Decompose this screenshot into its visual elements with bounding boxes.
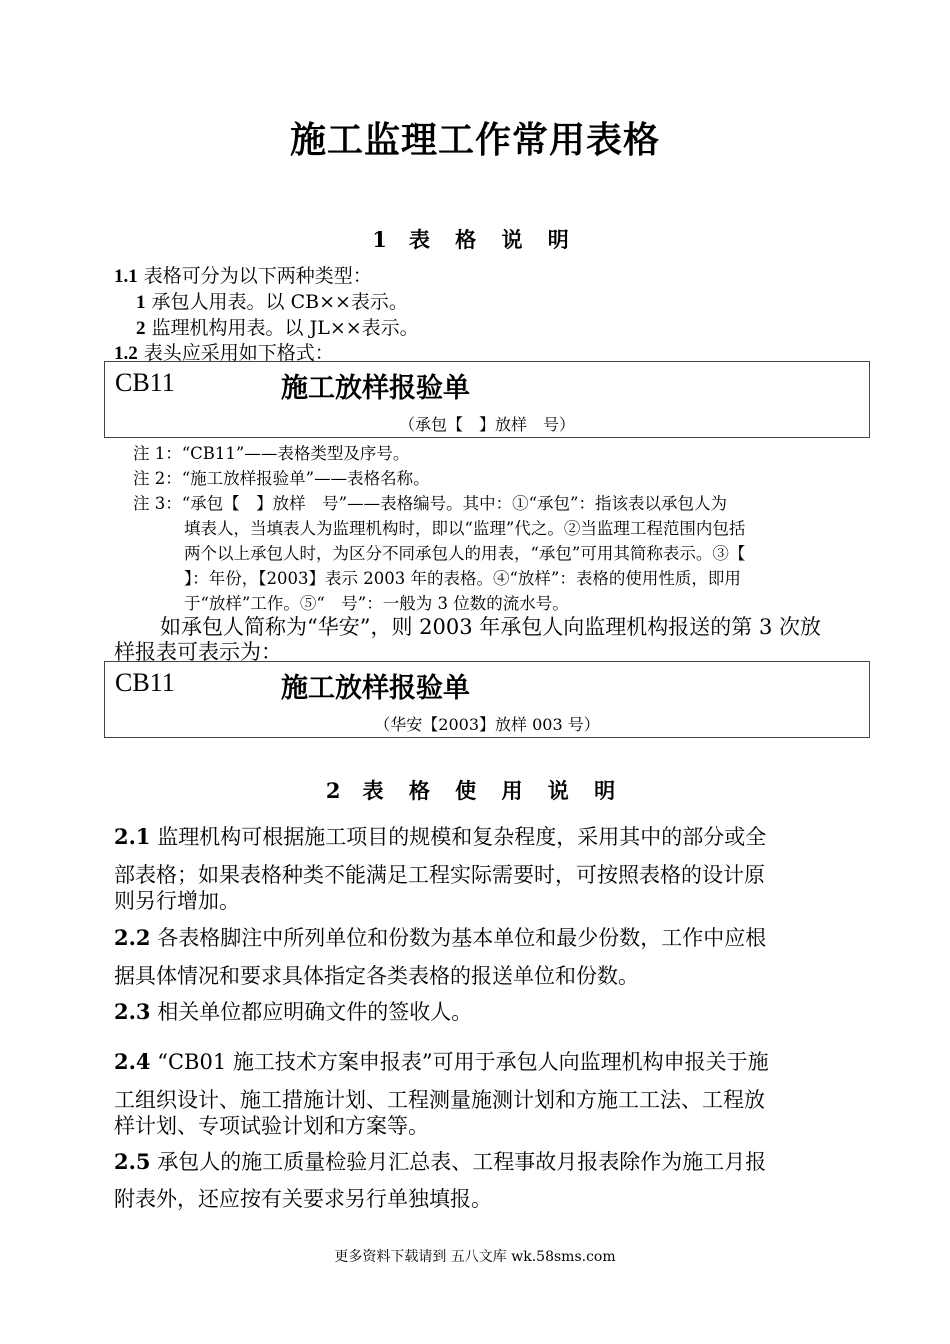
clause-2-4-text: “CB01 施工技术方案申报表”可用于承包人向监理机构申报关于施	[157, 1050, 769, 1074]
clause-2-5-text: 承包人的施工质量检验月汇总表、工程事故月报表除作为施工月报	[157, 1150, 767, 1174]
clause-1-1-number: 1.1	[114, 266, 138, 287]
form-name: 施工放样报验单	[281, 373, 470, 404]
example-text-line-2: 样报表可表示为：	[114, 640, 282, 664]
note-3-line-5: 于“放样”工作。⑤“ 号”：一般为 3 位数的流水号。	[184, 594, 569, 613]
note-3-line-2: 填表人，当填表人为监理机构时，即以“监理”代之。②当监理工程范围内包括	[184, 519, 746, 538]
form-number: （华安【2003】放样 003 号）	[374, 715, 600, 734]
clause-1-1-text: 表格可分为以下两种类型：	[143, 265, 372, 287]
clause-2-4-number: 2.4	[114, 1049, 151, 1074]
section-1-heading	[0, 224, 950, 254]
clause-2-4-line-2: 工组织设计、施工措施计划、工程测量施测计划和方施工工法、工程放	[114, 1088, 765, 1112]
type-item-1-text: 承包人用表。以 CB××表示。	[151, 291, 408, 313]
clause-2-5-line-1	[114, 1146, 859, 1176]
clause-2-3-line-1	[114, 996, 859, 1026]
note-3-line-4: 】：年份，【2003】表示 2003 年的表格。④“放样”：表格的使用性质，即用	[184, 569, 741, 588]
form-name: 施工放样报验单	[281, 673, 470, 704]
section-1-number: 1	[372, 227, 387, 252]
clause-2-1-line-3: 则另行增加。	[114, 889, 240, 913]
section-1-title: 表 格 说 明	[408, 227, 578, 252]
form-number: （承包【 】放样 号）	[398, 415, 575, 434]
section-2-heading	[0, 775, 950, 805]
form-code: CB11	[115, 368, 175, 397]
section-2-title: 表 格 使 用 说 明	[362, 778, 625, 803]
clause-1-1	[114, 261, 372, 288]
clause-2-5-line-2: 附表外，还应按有关要求另行单独填报。	[114, 1187, 492, 1211]
document-title: 施工监理工作常用表格	[289, 119, 660, 161]
example-text-line-1: 如承包人简称为“华安”，则 2003 年承包人向监理机构报送的第 3 次放	[160, 615, 821, 639]
type-item-2-number: 2	[136, 318, 146, 339]
type-item-2-text: 监理机构用表。以 JL××表示。	[151, 317, 419, 339]
clause-2-2-number: 2.2	[114, 925, 151, 950]
clause-2-1-number: 2.1	[114, 824, 151, 849]
clause-2-2-line-2: 据具体情况和要求具体指定各类表格的报送单位和份数。	[114, 964, 639, 988]
clause-2-5-number: 2.5	[114, 1149, 151, 1174]
clause-2-2-line-1	[114, 922, 859, 952]
clause-1-2-text: 表头应采用如下格式：	[143, 342, 334, 364]
clause-2-1-line-1	[114, 821, 859, 851]
header-example-box-2	[104, 661, 870, 738]
clause-2-4-line-1	[114, 1046, 859, 1076]
note-1: 注 1：“CB11”——表格类型及序号。	[133, 444, 410, 463]
clause-2-1-line-2: 部表格；如果表格种类不能满足工程实际需要时，可按照表格的设计原	[114, 863, 765, 887]
type-item-1	[136, 287, 408, 314]
type-item-1-number: 1	[136, 292, 146, 313]
form-code: CB11	[115, 668, 175, 697]
section-2-number: 2	[325, 778, 341, 803]
clause-2-2-text: 各表格脚注中所列单位和份数为基本单位和最少份数，工作中应根	[157, 926, 767, 950]
clause-2-3-text: 相关单位都应明确文件的签收人。	[157, 1000, 473, 1024]
clause-2-1-text: 监理机构可根据施工项目的规模和复杂程度，采用其中的部分或全	[157, 825, 767, 849]
clause-1-2-number: 1.2	[114, 343, 138, 364]
clause-2-3-number: 2.3	[114, 999, 151, 1024]
note-3-line-3: 两个以上承包人时，为区分不同承包人的用表，“承包”可用其简称表示。③【	[184, 544, 746, 563]
header-example-box-1	[104, 361, 870, 438]
note-3-line-1: 注 3：“承包【 】放样 号”——表格编号。其中：①“承包”：指该表以承包人为	[133, 494, 727, 513]
note-2: 注 2：“施工放样报验单”——表格名称。	[133, 469, 430, 488]
type-item-2	[136, 313, 419, 340]
clause-2-4-line-3: 样计划、专项试验计划和方案等。	[114, 1114, 429, 1138]
footer-note: 更多资料下载请到 五八文库 wk.58sms.com	[334, 1249, 616, 1265]
